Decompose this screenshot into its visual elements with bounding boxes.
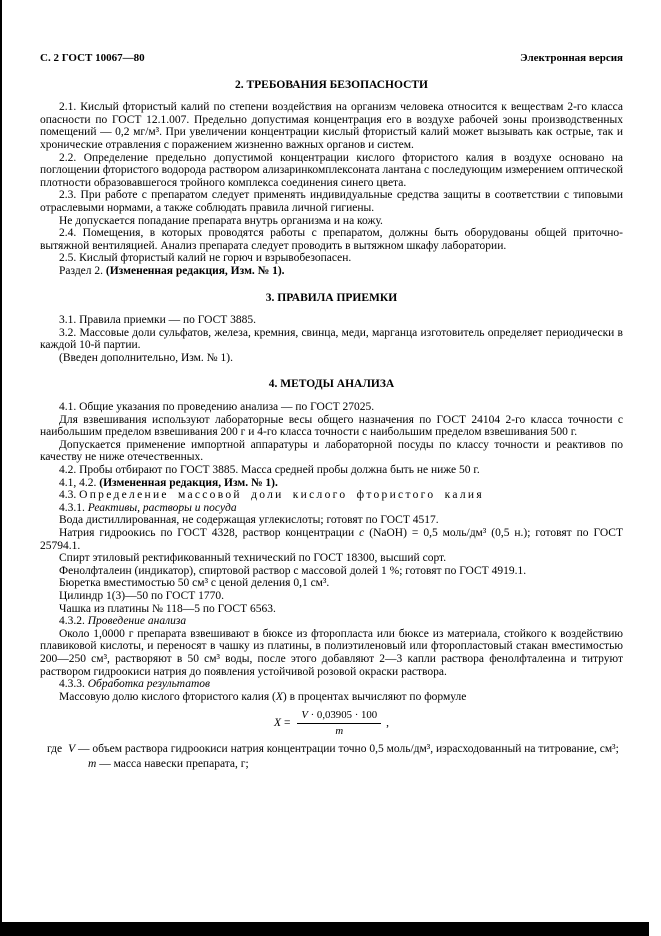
revision-note: (Измененная редакция, Изм. № 1). bbox=[105, 264, 285, 277]
clause-heading-italic: Обработка результатов bbox=[87, 678, 210, 691]
para-4-3-1-heading bbox=[40, 502, 623, 515]
fraction-denominator: m bbox=[335, 725, 344, 738]
where-keyword: где bbox=[47, 743, 63, 756]
naoh-text-post: (NaOH) = 0,5 моль/дм³ (0,5 н.); готовят по ГОСТ 25794.1. bbox=[40, 527, 623, 552]
para-3-2-note: (Введен дополнительно, Изм. № 1). bbox=[59, 351, 233, 364]
scan-border-left bbox=[0, 0, 2, 936]
para-2-4: 2.4. Помещения, в которых проводятся работы с препаратом, должны быть оборудованы общей приточно-вытяжной вентиляцией. Анализ препарата следует проводить в вытяжном шкафу лаборатории. bbox=[40, 227, 623, 252]
naoh-text-pre: Натрия гидроокись по ГОСТ 4328, раствор концентрации bbox=[59, 527, 360, 539]
para-4-12-revision bbox=[40, 477, 623, 490]
clause-number: 4.3.1. bbox=[59, 501, 88, 514]
page-header bbox=[40, 52, 623, 65]
formula-lhs bbox=[274, 717, 293, 729]
section-title-analysis: 4. МЕТОДЫ АНАЛИЗА bbox=[268, 378, 395, 391]
para-reagent-cylinder: Цилиндр 1(3)—50 по ГОСТ 1770. bbox=[59, 589, 225, 602]
formula bbox=[40, 709, 623, 738]
header-edition-label: Электронная версия bbox=[520, 52, 623, 64]
para-reagent-burette: Бюретка вместимостью 50 см³ с ценой деления 0,1 см³. bbox=[59, 577, 330, 590]
section-title-safety: 2. ТРЕБОВАНИЯ БЕЗОПАСНОСТИ bbox=[234, 78, 429, 91]
revision-prefix: Раздел 2. bbox=[59, 264, 106, 277]
para-reagent-spirit: Спирт этиловый ректификованный технический по ГОСТ 18300, высший сорт. bbox=[59, 552, 447, 565]
fraction-numerator bbox=[297, 709, 381, 724]
para-4-3-heading bbox=[40, 489, 623, 502]
variable-x: X bbox=[275, 690, 283, 703]
numerator-constants: · 0,03905 · 100 bbox=[307, 709, 378, 722]
revision-prefix: 4.1, 4.2. bbox=[59, 476, 100, 489]
para-reagent-naoh bbox=[40, 527, 623, 552]
clause-heading-italic: Реактивы, растворы и посуда bbox=[87, 501, 237, 514]
header-page-ref: С. 2 ГОСТ 10067—80 bbox=[40, 52, 145, 64]
massfraction-text-pre: Массовую долю кислого фтористого калия ( bbox=[59, 690, 276, 703]
para-reagent-platinum-dish: Чашка из платины № 118—5 по ГОСТ 6563. bbox=[59, 602, 276, 615]
clause-number: 4.3.3. bbox=[59, 678, 88, 691]
para-massfraction-intro bbox=[40, 691, 623, 704]
variable-v: V bbox=[301, 709, 308, 722]
para-4-3-2-heading bbox=[40, 615, 623, 628]
para-2-3: 2.3. При работе с препаратом следует применять индивидуальные средства защиты в соответствии с типовыми отраслевыми нормами, а также соблюдать правила личной гигиены. bbox=[40, 189, 623, 214]
where-m-text: — масса навески препарата, г; bbox=[96, 757, 249, 770]
clause-number: 4.3. bbox=[59, 489, 80, 502]
para-4-1-imported: Допускается применение импортной аппаратуры и лабораторной посуды по классу точности и реактивов по качеству не ниже отечественных. bbox=[40, 438, 623, 464]
para-reagent-water: Вода дистиллированная, не содержащая углекислоты; готовят по ГОСТ 4517. bbox=[59, 514, 439, 527]
concentration-symbol: с bbox=[359, 527, 365, 539]
para-2-2: 2.2. Определение предельно допустимой концентрации кислого фтористого калия в воздухе основано на поглощении фтористого водорода раствором ализаринкомплексоната лантана с последующим измерением оптической плотности образовавшегося тройного комплекса соединения синего цвета. bbox=[40, 151, 623, 189]
para-2-1: 2.1. Кислый фтористый калий по степени воздействия на организм человека относится к веществам 2-го класса опасности по ГОСТ 12.1.007. Предельно допустимая концентрация его в воздухе рабочей зоны производственных помещений — 0,2 мг/м³. При увеличении концентрации кислый фтористый калий может вызывать как острые, так и хронические отравления с поражением жизненно важных органов и систем. bbox=[40, 101, 623, 151]
clause-number: 4.3.2. bbox=[59, 615, 88, 628]
para-section2-revision bbox=[40, 265, 623, 278]
para-4-3-3-heading bbox=[40, 678, 623, 691]
para-procedure: Около 1,0000 г препарата взвешивают в бюксе из фторопласта или бюксе из материала, стойкого к воздействию плавиковой кислоты, и переносят в чашку из платины, в полиэтиленовый или фторопластовый стакан вместимостью 200—250 см³, растворяют в 50 см³ воды, после этого добавляют 2—3 капли раствора фенолфталеина и титруют раствором гидроокиси натрия до появления устойчивой розовой окраски раствора. bbox=[40, 627, 623, 678]
section-title-acceptance: 3. ПРАВИЛА ПРИЕМКИ bbox=[265, 291, 398, 304]
where-definition-m bbox=[40, 758, 623, 771]
para-reagent-phenolphthalein: Фенолфталеин (индикатор), спиртовой раствор с массовой долей 1 %; готовят по ГОСТ 4919.1. bbox=[59, 564, 527, 577]
variable-x: X bbox=[274, 717, 282, 730]
para-4-1-weighing: Для взвешивания используют лабораторные весы общего назначения по ГОСТ 24104 2-го класса точности с наибольшим пределом взвешивания 200 г и 4-го класса точности с наибольшим пределом взвешивания 500 г. bbox=[40, 413, 623, 439]
para-2-3-note: Не допускается попадание препарата внутрь организма и на кожу. bbox=[59, 214, 383, 227]
where-v-text: — объем раствора гидроокиси натрия концентрации точно 0,5 моль/дм³, израсходованный на титрование, см³; bbox=[75, 743, 619, 756]
para-3-1: 3.1. Правила приемки — по ГОСТ 3885. bbox=[59, 314, 257, 327]
document-page bbox=[40, 52, 623, 770]
massfraction-text-post: ) в процентах вычисляют по формуле bbox=[282, 690, 467, 703]
para-2-5: 2.5. Кислый фтористый калий не горюч и взрывобезопасен. bbox=[59, 252, 352, 265]
para-4-2: 4.2. Пробы отбирают по ГОСТ 3885. Масса средней пробы должна быть не ниже 50 г. bbox=[59, 464, 480, 477]
para-4-1: 4.1. Общие указания по проведению анализа — по ГОСТ 27025. bbox=[59, 401, 375, 414]
where-definition-v bbox=[40, 743, 623, 756]
variable-v: V bbox=[68, 743, 76, 756]
formula-comma: , bbox=[383, 717, 389, 730]
revision-note: (Измененная редакция, Изм. № 1). bbox=[99, 476, 278, 489]
fraction bbox=[297, 709, 381, 738]
scan-border-bottom bbox=[0, 922, 649, 936]
para-3-2: 3.2. Массовые доли сульфатов, железа, кремния, свинца, меди, марганца изготовитель определяет периодически в каждой 10-й партии. bbox=[40, 326, 623, 352]
clause-heading-spaced: Определение массовой доли кислого фтористого калия bbox=[79, 489, 484, 502]
equals-sign: = bbox=[281, 717, 294, 730]
clause-heading-italic: Проведение анализа bbox=[87, 615, 187, 628]
variable-m: m bbox=[88, 757, 97, 770]
